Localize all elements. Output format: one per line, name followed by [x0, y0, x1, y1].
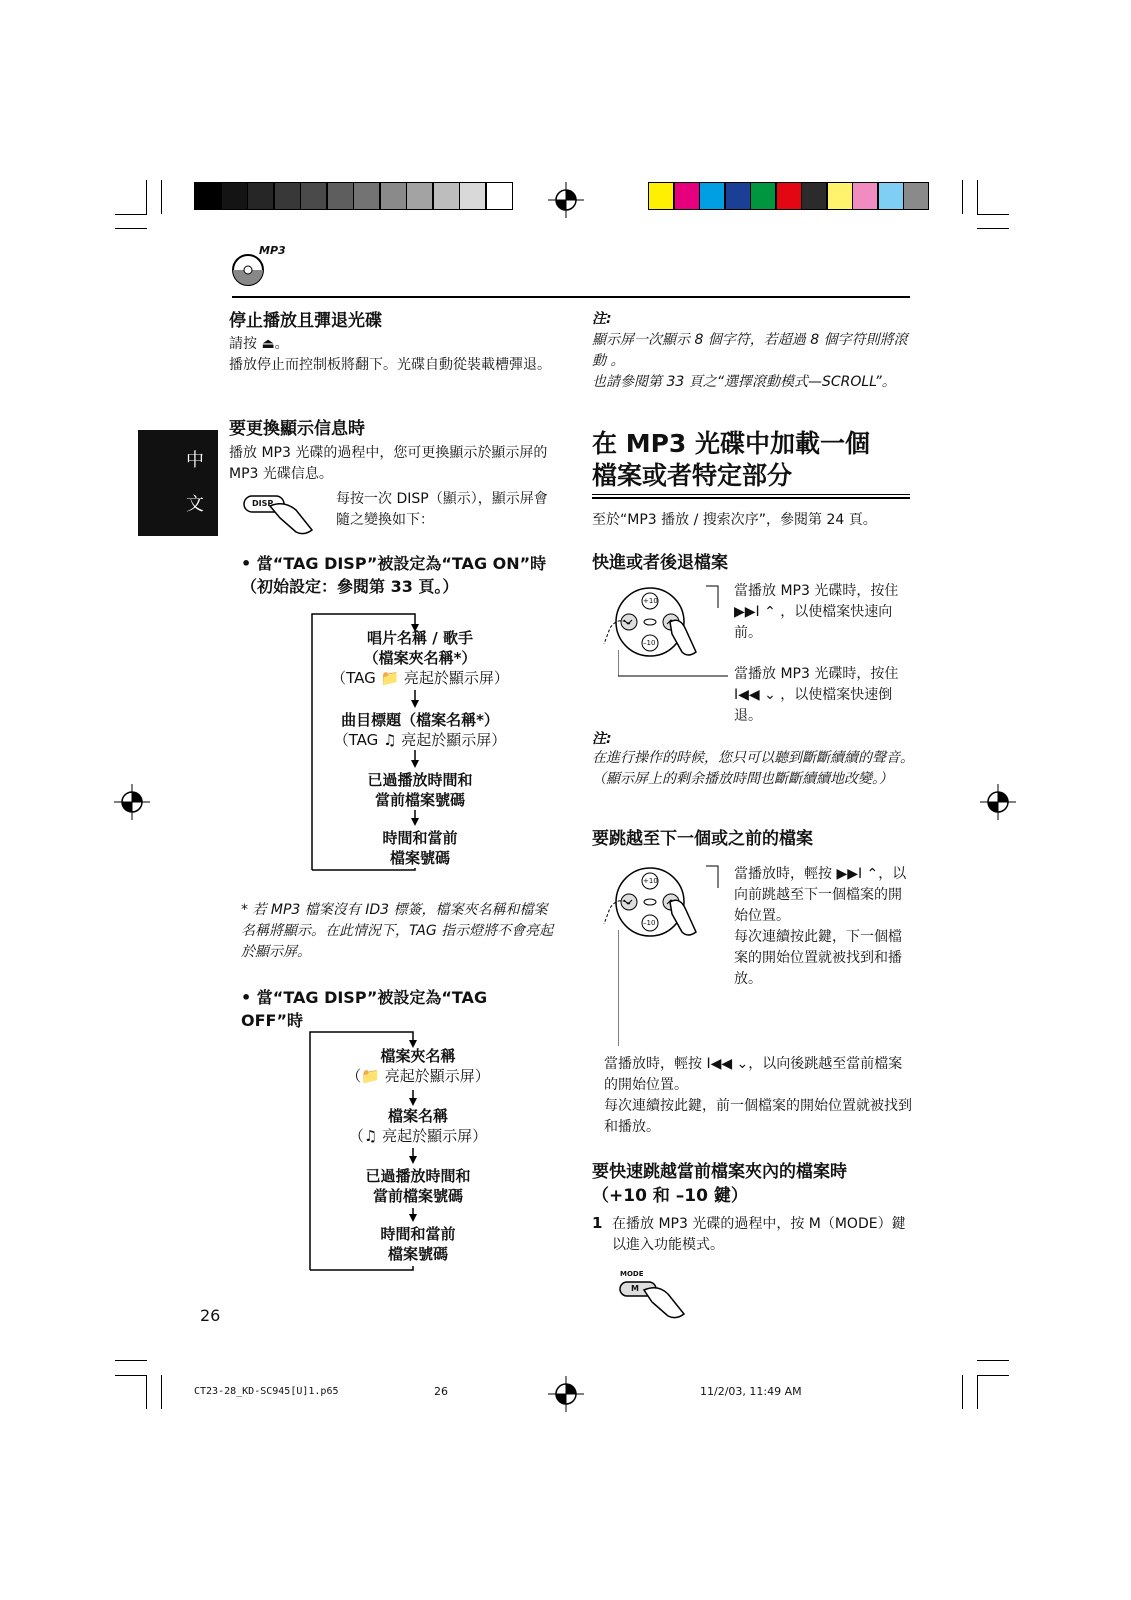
- disp-button-illustration: [240, 492, 320, 536]
- flow1-clock-line2: 檔案號碼: [389, 849, 450, 867]
- flow2-item-file: [318, 1106, 518, 1146]
- search-order-reference: 至於“MP3 播放 / 搜索次序”，參閱第 24 頁。: [592, 512, 877, 528]
- gray-swatch: [194, 182, 221, 210]
- flow2-file-title: 檔案名稱: [387, 1107, 448, 1125]
- flow2-item-elapsed: [318, 1166, 518, 1206]
- skip-forward-line2: 每次連續按此鍵，下一個檔案的開始位置就被找到和播放。: [734, 929, 902, 987]
- stop-eject-step: 請按 ⏏。: [229, 336, 289, 352]
- title-rule-2: [592, 497, 910, 499]
- stop-eject-text: [229, 334, 559, 376]
- note1-line1: 顯示屏一次顯示 8 個字符，若超過 8 個字符則將滾動 。: [592, 332, 908, 369]
- gray-swatch: [247, 182, 274, 210]
- pad-minus10-label: –10: [643, 919, 656, 927]
- color-swatch: [852, 182, 878, 210]
- flow1-elapsed-line1: 已過播放時間和: [367, 771, 473, 789]
- callout-lines-1: [618, 580, 738, 680]
- flow1-album-title: 唱片名稱 / 歌手: [367, 629, 473, 647]
- mode-button-illustration: [618, 1270, 698, 1320]
- color-swatch: [801, 182, 827, 210]
- flow1-album-indicator: （TAG 📁 亮起於顯示屏）: [331, 669, 509, 687]
- color-swatch: [750, 182, 776, 210]
- page-number: 26: [200, 1306, 221, 1325]
- color-swatch: [776, 182, 802, 210]
- gray-swatch: [353, 182, 380, 210]
- flow2-clock-line1: 時間和當前: [380, 1225, 456, 1243]
- footer-file-name: CT23-28_KD-SC945[U]1.p65: [194, 1386, 339, 1397]
- color-swatch: [878, 182, 904, 210]
- plus-minus-heading-line1: 要快速跳越當前檔案夾內的檔案時: [592, 1162, 847, 1182]
- skip-forward-line1: 當播放時，輕按 ▶▶I ⌃，以向前跳越至下一個檔案的開始位置。: [734, 866, 907, 924]
- flow2-folder-indicator: （📁 亮起於顯示屏）: [346, 1067, 490, 1085]
- gray-swatch: [406, 182, 433, 210]
- flow1-item-album: [320, 628, 520, 688]
- header-rule: [232, 296, 910, 298]
- gray-swatch: [380, 182, 407, 210]
- id3-footnote: * 若 MP3 檔案沒有 ID3 標簽，檔案夾名稱和檔案名稱將顯示。在此情況下，TAG 指示燈將不會亮起於顯示屏。: [241, 902, 554, 960]
- note1-label: 注:: [592, 311, 612, 327]
- callout-lines-2: [618, 860, 738, 1050]
- flow2-item-clock: [318, 1224, 518, 1264]
- color-swatch: [699, 182, 725, 210]
- disc-icon: [232, 252, 268, 288]
- plus-minus-heading-line2: （+10 和 –10 鍵）: [592, 1186, 748, 1206]
- fast-forward-text: 當播放 MP3 光碟時，按住 ▶▶I ⌃ ，以使檔案快速向前。: [734, 583, 899, 641]
- flow1-item-clock: [320, 828, 520, 868]
- fast-reverse-text: 當播放 MP3 光碟時，按住 I◀◀ ⌄ ，以使檔案快速倒退。: [734, 666, 899, 724]
- note2-label: 注:: [592, 731, 612, 747]
- registration-mark-bottom: [548, 1376, 584, 1412]
- step-1-text: 在播放 MP3 光碟的過程中，按 M（MODE）鍵以進入功能模式。: [612, 1216, 906, 1253]
- stop-eject-heading: 停止播放且彈退光碟: [229, 311, 382, 331]
- footer-page: 26: [434, 1385, 448, 1398]
- gray-swatch: [327, 182, 354, 210]
- mode-button-caption: MODE: [620, 1270, 644, 1278]
- gray-swatch: [433, 182, 460, 210]
- flow1-clock-line1: 時間和當前: [382, 829, 458, 847]
- gray-swatch: [300, 182, 327, 210]
- flow1-item-elapsed: [320, 770, 520, 810]
- tag-on-bullet: • 當“TAG DISP”被設定為“TAG ON”時（初始設定：參閱第 33 頁。）: [241, 554, 547, 596]
- flow1-item-track: [320, 710, 520, 750]
- pad-plus10-label: +10: [643, 877, 658, 885]
- stop-eject-description: 播放停止而控制板將翻下。光碟自動從裝載槽彈退。: [229, 357, 551, 373]
- pad-plus10-label: +10: [643, 597, 658, 605]
- skip-heading: 要跳越至下一個或之前的檔案: [592, 829, 813, 849]
- disp-button-label: DISP: [252, 499, 274, 508]
- registration-mark-top: [548, 182, 584, 218]
- flow1-track-title: 曲目標題（檔案名稱*）: [341, 711, 499, 729]
- language-tab-char-2: 文: [186, 494, 204, 515]
- color-swatch: [648, 182, 674, 210]
- flow2-folder-title: 檔案夾名稱: [380, 1047, 456, 1065]
- flow1-track-indicator: （TAG ♫ 亮起於顯示屏）: [333, 731, 507, 749]
- flow2-elapsed-line2: 當前檔案號碼: [372, 1187, 463, 1205]
- note1-line2: 也請參閱第 33 頁之“選擇滾動模式—SCROLL”。: [592, 374, 896, 390]
- color-swatch: [903, 182, 929, 210]
- flow2-clock-line2: 檔案號碼: [387, 1245, 448, 1263]
- flow1-elapsed-line2: 當前檔案號碼: [374, 791, 465, 809]
- step-number: 1: [592, 1214, 603, 1232]
- gray-swatch: [221, 182, 248, 210]
- main-section-title: 在 MP3 光碟中加載一個檔案或者特定部分: [592, 429, 871, 490]
- flow2-file-indicator: （♫ 亮起於顯示屏）: [348, 1127, 488, 1145]
- color-swatch: [674, 182, 700, 210]
- change-display-heading: 要更換顯示信息時: [229, 419, 365, 439]
- gray-swatch: [274, 182, 301, 210]
- color-swatch: [725, 182, 751, 210]
- change-display-text: 播放 MP3 光碟的過程中，您可更換顯示於顯示屏的 MP3 光碟信息。: [229, 445, 548, 482]
- finger-press-icon: [618, 1278, 698, 1320]
- tag-off-flowchart: [308, 1030, 518, 1274]
- title-rule-1: [592, 494, 910, 495]
- fast-forward-heading: 快進或者後退檔案: [592, 553, 728, 573]
- flow2-item-folder: [318, 1046, 518, 1086]
- note2: 在進行操作的時候，您只可以聽到斷斷續續的聲音。（顯示屏上的剩余播放時間也斷斷續續地改變。）: [592, 750, 914, 787]
- mp3-logo-label: MP3: [259, 244, 286, 257]
- pad-minus10-label: –10: [643, 639, 656, 647]
- registration-mark-right: [980, 784, 1016, 820]
- plus-minus-heading: [592, 1160, 912, 1208]
- gray-swatch: [459, 182, 486, 210]
- m-key-label: M: [631, 1284, 639, 1293]
- skip-forward-text: [734, 864, 914, 990]
- skip-backward-line2: 每次連續按此鍵，前一個檔案的開始位置就被找到和播放。: [604, 1098, 912, 1135]
- gray-swatch: [486, 182, 513, 210]
- tag-off-bullet: • 當“TAG DISP”被設定為“TAG OFF”時: [241, 988, 488, 1030]
- tag-on-flowchart: [310, 612, 520, 874]
- flow1-album-folder: （檔案夾名稱*）: [363, 649, 477, 667]
- language-tab: [138, 430, 218, 536]
- flow2-elapsed-line1: 已過播放時間和: [365, 1167, 471, 1185]
- mp3-logo: [232, 246, 292, 286]
- registration-mark-left: [114, 784, 150, 820]
- language-tab-char-1: 中: [186, 450, 204, 471]
- note1: [592, 330, 914, 393]
- skip-backward-line1: 當播放時，輕按 I◀◀ ⌄，以向後跳越至當前檔案的開始位置。: [604, 1056, 903, 1093]
- skip-backward-text: [604, 1054, 914, 1138]
- color-swatch: [827, 182, 853, 210]
- footer-date: 11/2/03, 11:49 AM: [700, 1385, 802, 1398]
- disp-press-text: 每按一次 DISP（顯示），顯示屏會隨之變換如下：: [336, 491, 548, 528]
